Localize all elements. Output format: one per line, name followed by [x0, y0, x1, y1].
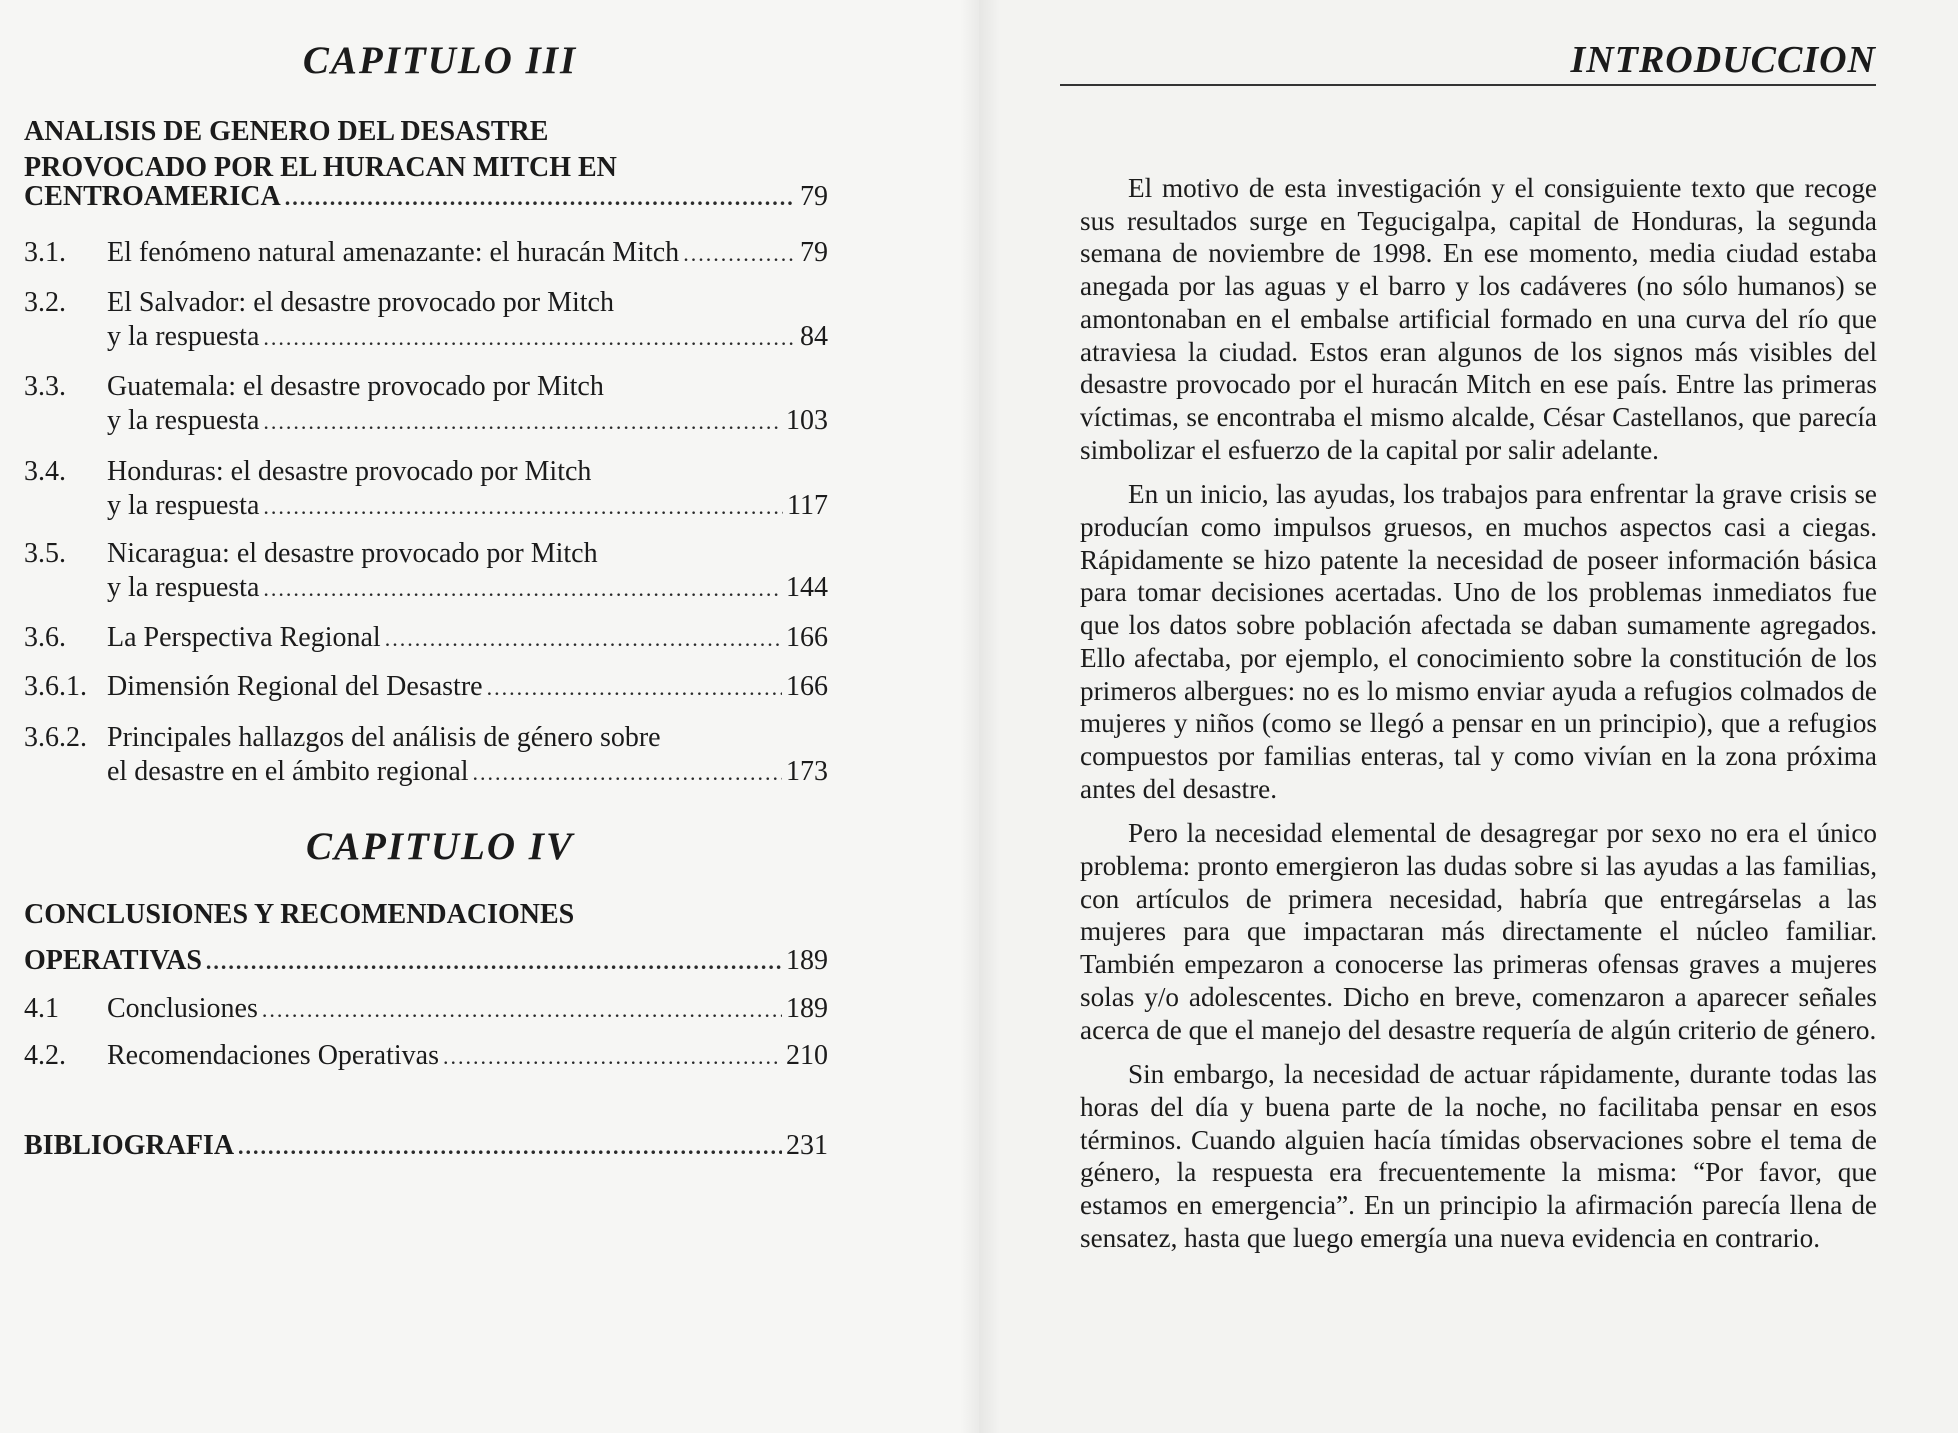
toc-page-number: 117 [787, 490, 828, 521]
toc-entry-line: Honduras: el desastre provocado por Mitch [107, 456, 592, 487]
dot-leader [263, 321, 794, 355]
toc-entry-label: El fenómeno natural amenazante: el huracán Mitch [107, 237, 680, 268]
chapter-3-heading-line-2: PROVOCADO POR EL HURACAN MITCH EN [24, 152, 617, 183]
toc-row-bibliography[interactable] [24, 1129, 828, 1164]
toc-entry-label: y la respuesta [107, 572, 260, 603]
toc-entry-line: Guatemala: el desastre provocado por Mitch [107, 371, 604, 402]
toc-row-chapter-3[interactable] [24, 180, 828, 215]
paragraph-4: Sin embargo, la necesidad de actuar rápidamente, durante todas las horas del día y buena parte de la noche, no facilitaba pensar en esos términos. Cuando alguien hacía tímidas observaciones sobre el tema de género, la respuesta era frecuentemente la misma: “Por favor, que estamos en emergencia”. En un principio la afirmación parecía llena de sensatez, hasta que luego emergía una nueva evidencia en contrario. [1080, 1059, 1877, 1253]
toc-number: 3.4. [24, 456, 66, 487]
toc-entry-label: y la respuesta [107, 321, 260, 352]
toc-entry-label: Dimensión Regional del Desastre [107, 671, 483, 702]
toc-number: 3.5. [24, 538, 66, 569]
dot-leader [285, 181, 794, 215]
dot-leader [263, 405, 782, 439]
dot-leader [683, 237, 794, 271]
chapter-3-heading [24, 114, 824, 186]
toc-heading-label: CENTROAMERICA [24, 181, 281, 212]
paragraph-2: En un inicio, las ayudas, los trabajos para enfrentar la grave crisis se producían como impulsos gruesos, en muchos aspectos casi a ciegas. Rápidamente se hizo patente la necesidad de poseer información básica para tomar decisiones acertadas. Uno de los problemas inmediatos fue que los datos sobre población afectada se daban sumamente agregados. Ello afectaba, por ejemplo, el conocimiento sobre la constitución de los primeros albergues: no es lo mismo enviar ayuda a refugios colmados de mujeres y niños (como se llegó a pensar en un principio), que a refugios compuestos por familias enteras, tal y como vivían en la zona próxima antes del desastre. [1080, 479, 1877, 804]
dot-leader [238, 1130, 782, 1164]
chapter-3-title: CAPITULO III [302, 39, 578, 82]
toc-number: 3.3. [24, 371, 66, 402]
paragraph-1: El motivo de esta investigación y el consiguiente texto que recoge sus resultados surge en Tegucigalpa, capital de Honduras, la segunda semana de noviembre de 1998. En ese momento, media ciudad estaba anegada por las aguas y el barro y los cadáveres (no sólo humanos) se amontonaban en el embalse artificial formado en una curva del río que atraviesa la ciudad. Estos eran algunos de los signos más visibles del desastre provocado por el huracán Mitch en ese país. Entre las primeras víctimas, se encontraba el mismo alcalde, César Castellanos, que parecía simbolizar el esfuerzo de la capital por salir adelante. [1080, 173, 1877, 465]
toc-entry-label: Recomendaciones Operativas [107, 1040, 439, 1071]
toc-entry-line: Nicaragua: el desastre provocado por Mitch [107, 538, 598, 569]
toc-number: 4.2. [24, 1040, 66, 1071]
toc-entry-label: La Perspectiva Regional [107, 622, 381, 653]
dot-leader [262, 993, 782, 1027]
toc-entry-label: y la respuesta [107, 490, 260, 521]
chapter-4-heading: CONCLUSIONES Y RECOMENDACIONES [24, 899, 575, 930]
toc-page-number: 166 [786, 671, 828, 702]
dot-leader [487, 671, 782, 705]
dot-leader [206, 945, 782, 979]
toc-page-number: 144 [786, 572, 828, 603]
toc-number: 3.6.1. [24, 671, 87, 702]
paragraph-3: Pero la necesidad elemental de desagregar por sexo no era el único problema: pronto emergieron las dudas sobre si las ayudas a las familias, con artículos de primera necesidad, habría que entregárselas a las mujeres para que impactaran más directamente el núcleo familiar. También empezaron a conocerse las primeras ofensas graves a mujeres solas y/o adolescentes. Dicho en breve, comenzaron a aparecer señales acerca de que el manejo del desastre requería de algún criterio de género. [1080, 818, 1877, 1045]
toc-page-number: 79 [800, 237, 828, 268]
toc-number: 4.1 [24, 993, 59, 1024]
toc-page-number: 189 [786, 945, 828, 976]
toc-heading-label: OPERATIVAS [24, 945, 202, 976]
toc-entry-line: El Salvador: el desastre provocado por Mitch [107, 287, 614, 318]
toc-page-number: 189 [786, 993, 828, 1024]
toc-number: 3.6. [24, 622, 66, 653]
toc-number: 3.6.2. [24, 722, 87, 753]
dot-leader [263, 572, 782, 606]
chapter-3-heading-line-1: ANALISIS DE GENERO DEL DESASTRE [24, 116, 549, 147]
introduction-title: INTRODUCCION [1060, 38, 1876, 86]
toc-entry-label: Conclusiones [107, 993, 258, 1024]
book-gutter [960, 0, 1000, 1433]
toc-page-number: 231 [786, 1130, 828, 1161]
toc-entry-line: Principales hallazgos del análisis de género sobre [107, 722, 661, 753]
toc-page-number: 173 [786, 756, 828, 787]
dot-leader [263, 490, 783, 524]
dot-leader [473, 756, 782, 790]
toc-page-number: 103 [786, 405, 828, 436]
toc-heading-label: BIBLIOGRAFIA [24, 1130, 235, 1161]
toc-entry-label: y la respuesta [107, 405, 260, 436]
toc-number: 3.2. [24, 287, 66, 318]
chapter-4-title: CAPITULO IV [306, 825, 574, 868]
dot-leader [443, 1040, 782, 1074]
introduction-body [1080, 172, 1877, 1267]
toc-page-number: 79 [800, 181, 828, 212]
toc-row-chapter-4[interactable] [24, 944, 828, 979]
toc-page-number: 210 [786, 1040, 828, 1071]
toc-page-number: 84 [800, 321, 828, 352]
toc-number: 3.1. [24, 237, 66, 268]
toc-entry-label: el desastre en el ámbito regional [107, 756, 469, 787]
dot-leader [385, 622, 782, 656]
toc-page-number: 166 [786, 622, 828, 653]
